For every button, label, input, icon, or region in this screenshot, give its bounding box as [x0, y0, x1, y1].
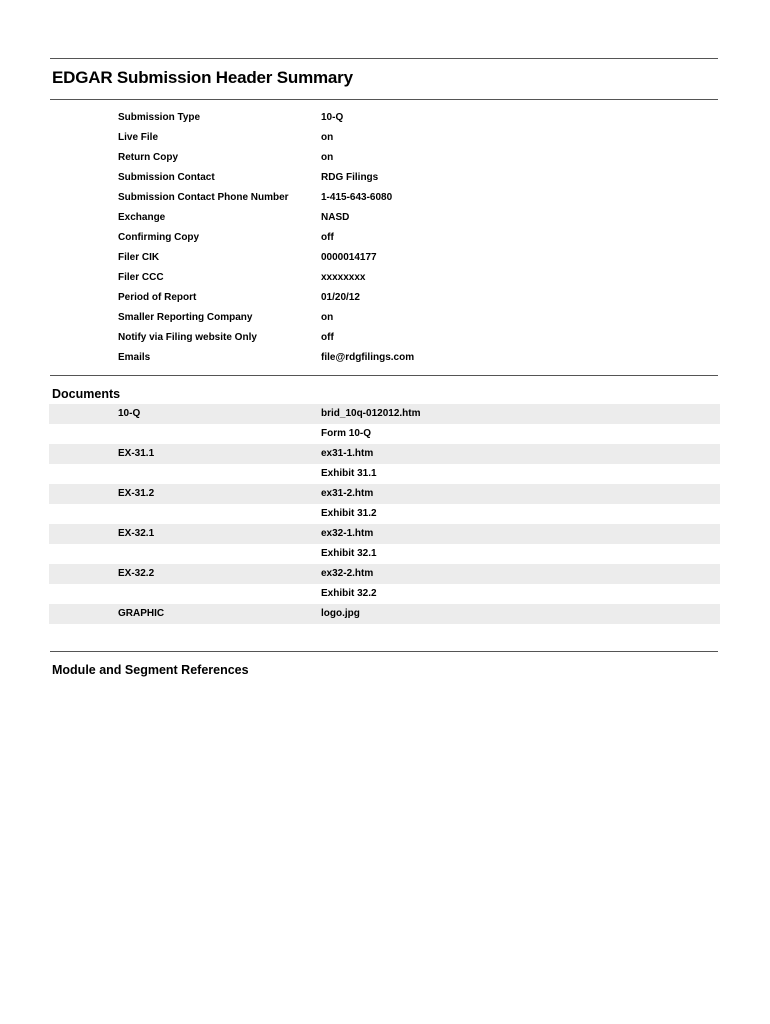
header-key: Submission Contact Phone Number [118, 192, 289, 203]
header-value: off [321, 232, 334, 243]
document-row [49, 404, 720, 424]
header-key: Smaller Reporting Company [118, 312, 253, 323]
document-type: EX-32.1 [118, 528, 155, 539]
header-row [118, 228, 718, 248]
document-file: ex31-1.htm [321, 448, 374, 459]
document-row [49, 604, 720, 624]
document-description: Exhibit 31.1 [321, 468, 377, 479]
header-value: 10-Q [321, 112, 344, 123]
header-value: 01/20/12 [321, 292, 360, 303]
header-value: file@rdgfilings.com [321, 352, 415, 363]
header-row [118, 348, 718, 368]
header-value: 0000014177 [321, 252, 377, 263]
modules-section-title: Module and Segment References [52, 663, 249, 677]
header-key: Live File [118, 132, 159, 143]
document-row [49, 584, 720, 604]
document-row [49, 504, 720, 524]
document-row [49, 544, 720, 564]
document-file: ex32-2.htm [321, 568, 374, 579]
document-type: EX-31.2 [118, 488, 155, 499]
header-value: on [321, 152, 334, 163]
header-row [118, 328, 718, 348]
header-value: xxxxxxxx [321, 272, 366, 283]
header-key: Confirming Copy [118, 232, 200, 243]
top-divider [50, 58, 718, 59]
header-key: Emails [118, 352, 151, 363]
header-key: Return Copy [118, 152, 178, 163]
header-key: Filer CIK [118, 252, 160, 263]
document-row [49, 444, 720, 464]
document-description: Exhibit 32.2 [321, 588, 377, 599]
header-row [118, 128, 718, 148]
document-file: brid_10q-012012.htm [321, 408, 421, 419]
header-row [118, 188, 718, 208]
header-row [118, 208, 718, 228]
header-row [118, 248, 718, 268]
header-key: Filer CCC [118, 272, 164, 283]
header-key: Period of Report [118, 292, 197, 303]
documents-divider [50, 375, 718, 376]
header-value: on [321, 312, 334, 323]
documents-table [49, 404, 720, 624]
document-type: EX-32.2 [118, 568, 155, 579]
submission-header-table [118, 108, 718, 368]
documents-section-title: Documents [52, 387, 121, 401]
document-type: 10-Q [118, 408, 141, 419]
document-row [49, 484, 720, 504]
header-value: NASD [321, 212, 350, 223]
document-type: EX-31.1 [118, 448, 155, 459]
header-row [118, 288, 718, 308]
modules-divider [50, 651, 718, 652]
document-file: ex31-2.htm [321, 488, 374, 499]
title-divider [50, 99, 718, 100]
document-description: Exhibit 32.1 [321, 548, 377, 559]
header-value: on [321, 132, 334, 143]
page-title: EDGAR Submission Header Summary [52, 68, 353, 87]
header-row [118, 148, 718, 168]
document-file: logo.jpg [321, 608, 360, 619]
document-description: Form 10-Q [321, 428, 372, 439]
document-row [49, 464, 720, 484]
header-key: Exchange [118, 212, 166, 223]
header-value: RDG Filings [321, 172, 379, 183]
header-key: Notify via Filing website Only [118, 332, 257, 343]
header-row [118, 168, 718, 188]
header-row [118, 268, 718, 288]
header-value: 1-415-643-6080 [321, 192, 393, 203]
document-row [49, 564, 720, 584]
header-key: Submission Contact [118, 172, 215, 183]
document-description: Exhibit 31.2 [321, 508, 377, 519]
header-value: off [321, 332, 334, 343]
document-file: ex32-1.htm [321, 528, 374, 539]
document-row [49, 524, 720, 544]
header-key: Submission Type [118, 112, 201, 123]
header-row [118, 308, 718, 328]
document-row [49, 424, 720, 444]
document-type: GRAPHIC [118, 608, 165, 619]
header-row [118, 108, 718, 128]
